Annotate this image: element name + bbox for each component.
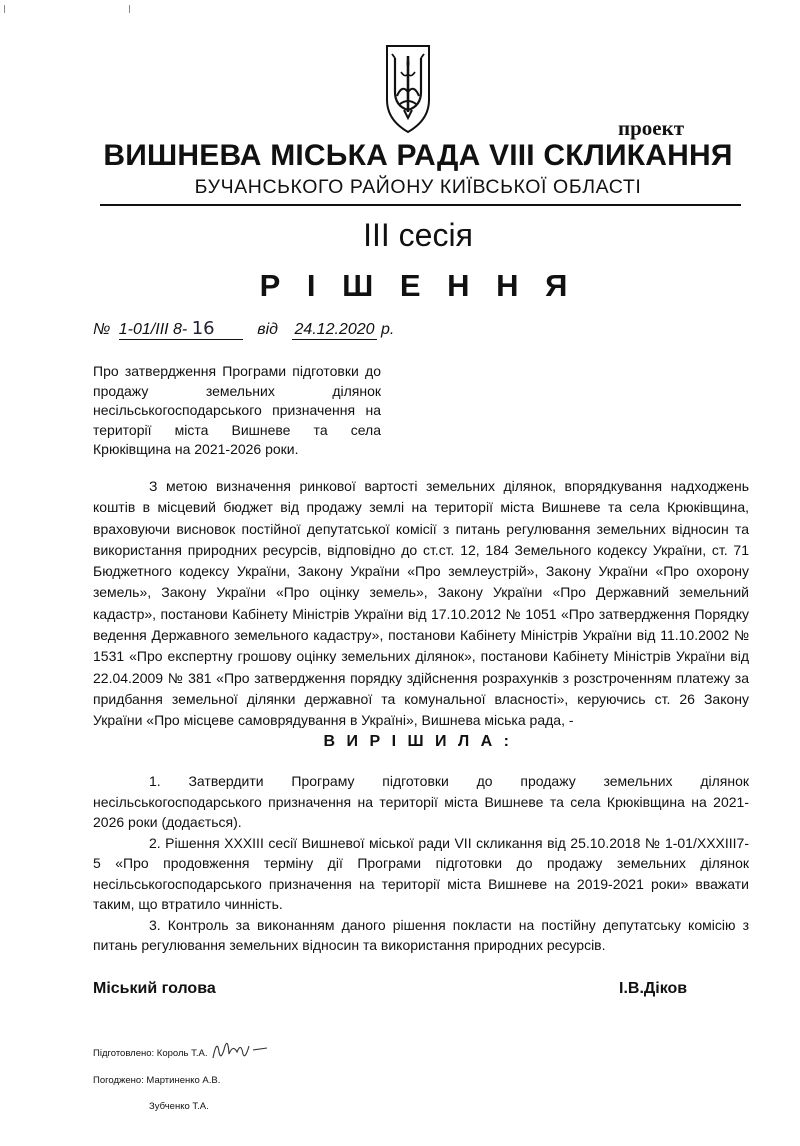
mayor-name: І.В.Діков	[619, 980, 688, 997]
number-value: 1-01/ІІІ 8-	[118, 321, 188, 338]
resolved-heading: В И Р І Ш И Л А :	[323, 733, 513, 750]
prepared-by: Підготовлено: Король Т.А.	[93, 1048, 208, 1059]
draft-label: проект	[618, 116, 685, 140]
decision-items	[93, 771, 749, 956]
decision-item: 3. Контроль за виконанням даного рішення покласти на постійну депутатську комісію з питань регулювання земельних відносин та використання природних ресурсів.	[93, 916, 749, 953]
decision-item: 1. Затвердити Програму підготовки до продажу земельних ділянок несільськогосподарського призначення на території міста Вишневе та села Крюківщина на 2021-2026 роки (додається).	[93, 773, 749, 830]
handwritten-signature	[209, 1032, 269, 1066]
decision-item: 2. Рішення ХХХІІІ сесії Вишневої міської ради VII скликання від 25.10.2018 № 1-01/ХХХІІІ7-5 «Про продовження терміну дії Програми підготовки до продажу земельних ділянок несільськогосподарського призначення на території міста Вишневе на 2019-2021 роки» вважати таким, що втратило чинність.	[93, 834, 749, 912]
scan-mark	[4, 5, 5, 13]
number-prefix: №	[93, 321, 111, 338]
mayor-title: Міський голова	[93, 980, 216, 997]
council-title: ВИШНЕВА МІСЬКА РАДА VIII СКЛИКАННЯ	[103, 139, 733, 172]
handwritten-number: 16	[191, 318, 215, 339]
document-type: Р І Ш Е Н Н Я	[259, 268, 577, 303]
agreed-by: Погоджено: Мартиненко А.В.	[93, 1075, 221, 1086]
decision-subject: Про затвердження Програми підготовки до продажу земельних ділянок несільськогосподарського призначення на території міста Вишневе та села Крюківщина на 2021-2026 роки.	[93, 363, 381, 457]
number-field	[119, 318, 243, 340]
scan-mark	[129, 5, 130, 13]
coat-of-arms-icon	[383, 44, 433, 134]
decision-number	[93, 318, 394, 340]
year-suffix: р.	[380, 321, 395, 338]
from-label: від	[257, 321, 278, 338]
session-label: ІІІ сесія	[363, 217, 473, 253]
decision-date: 24.12.2020	[294, 321, 375, 338]
header-divider	[100, 204, 741, 206]
agreed-by-second: Зубченко Т.А.	[149, 1101, 209, 1112]
preamble-paragraph: З метою визначення ринкової вартості земельних ділянок, впорядкування надходжень коштів в місцевий бюджет від продажу землі на території міста Вишневе та села Крюківщина, враховуючи висновок постійної депутатської комісії з питань регулювання земельних відносин та використання природних ресурсів, відповідно до ст.ст. 12, 184 Земельного кодексу України, ст. 71 Бюджетного кодексу України, Закону України «Про землеустрій», Закону України «Про охорону земель», Закону України «Про оцінку земель», Закону України «Про Державний земельний кадастр», постанови Кабінету Міністрів України від 17.10.2012 № 1051 «Про затвердження Порядку ведення Державного земельного кадастру», постанови Кабінету Міністрів України від 11.10.2002 № 1531 «Про експертну грошову оцінку земельних ділянок», постанови Кабінету Міністрів України від 22.04.2009 № 381 «Про затвердження порядку здійснення розрахунків з розстроченням платежу за придбання земельної ділянки державної та комунальної власності», керуючись ст. 26 Закону України «Про місцеве самоврядування в Україні», Вишнева міська рада, -	[93, 478, 749, 729]
district-subtitle: БУЧАНСЬКОГО РАЙОНУ КИЇВСЬКОЇ ОБЛАСТІ	[194, 176, 642, 198]
